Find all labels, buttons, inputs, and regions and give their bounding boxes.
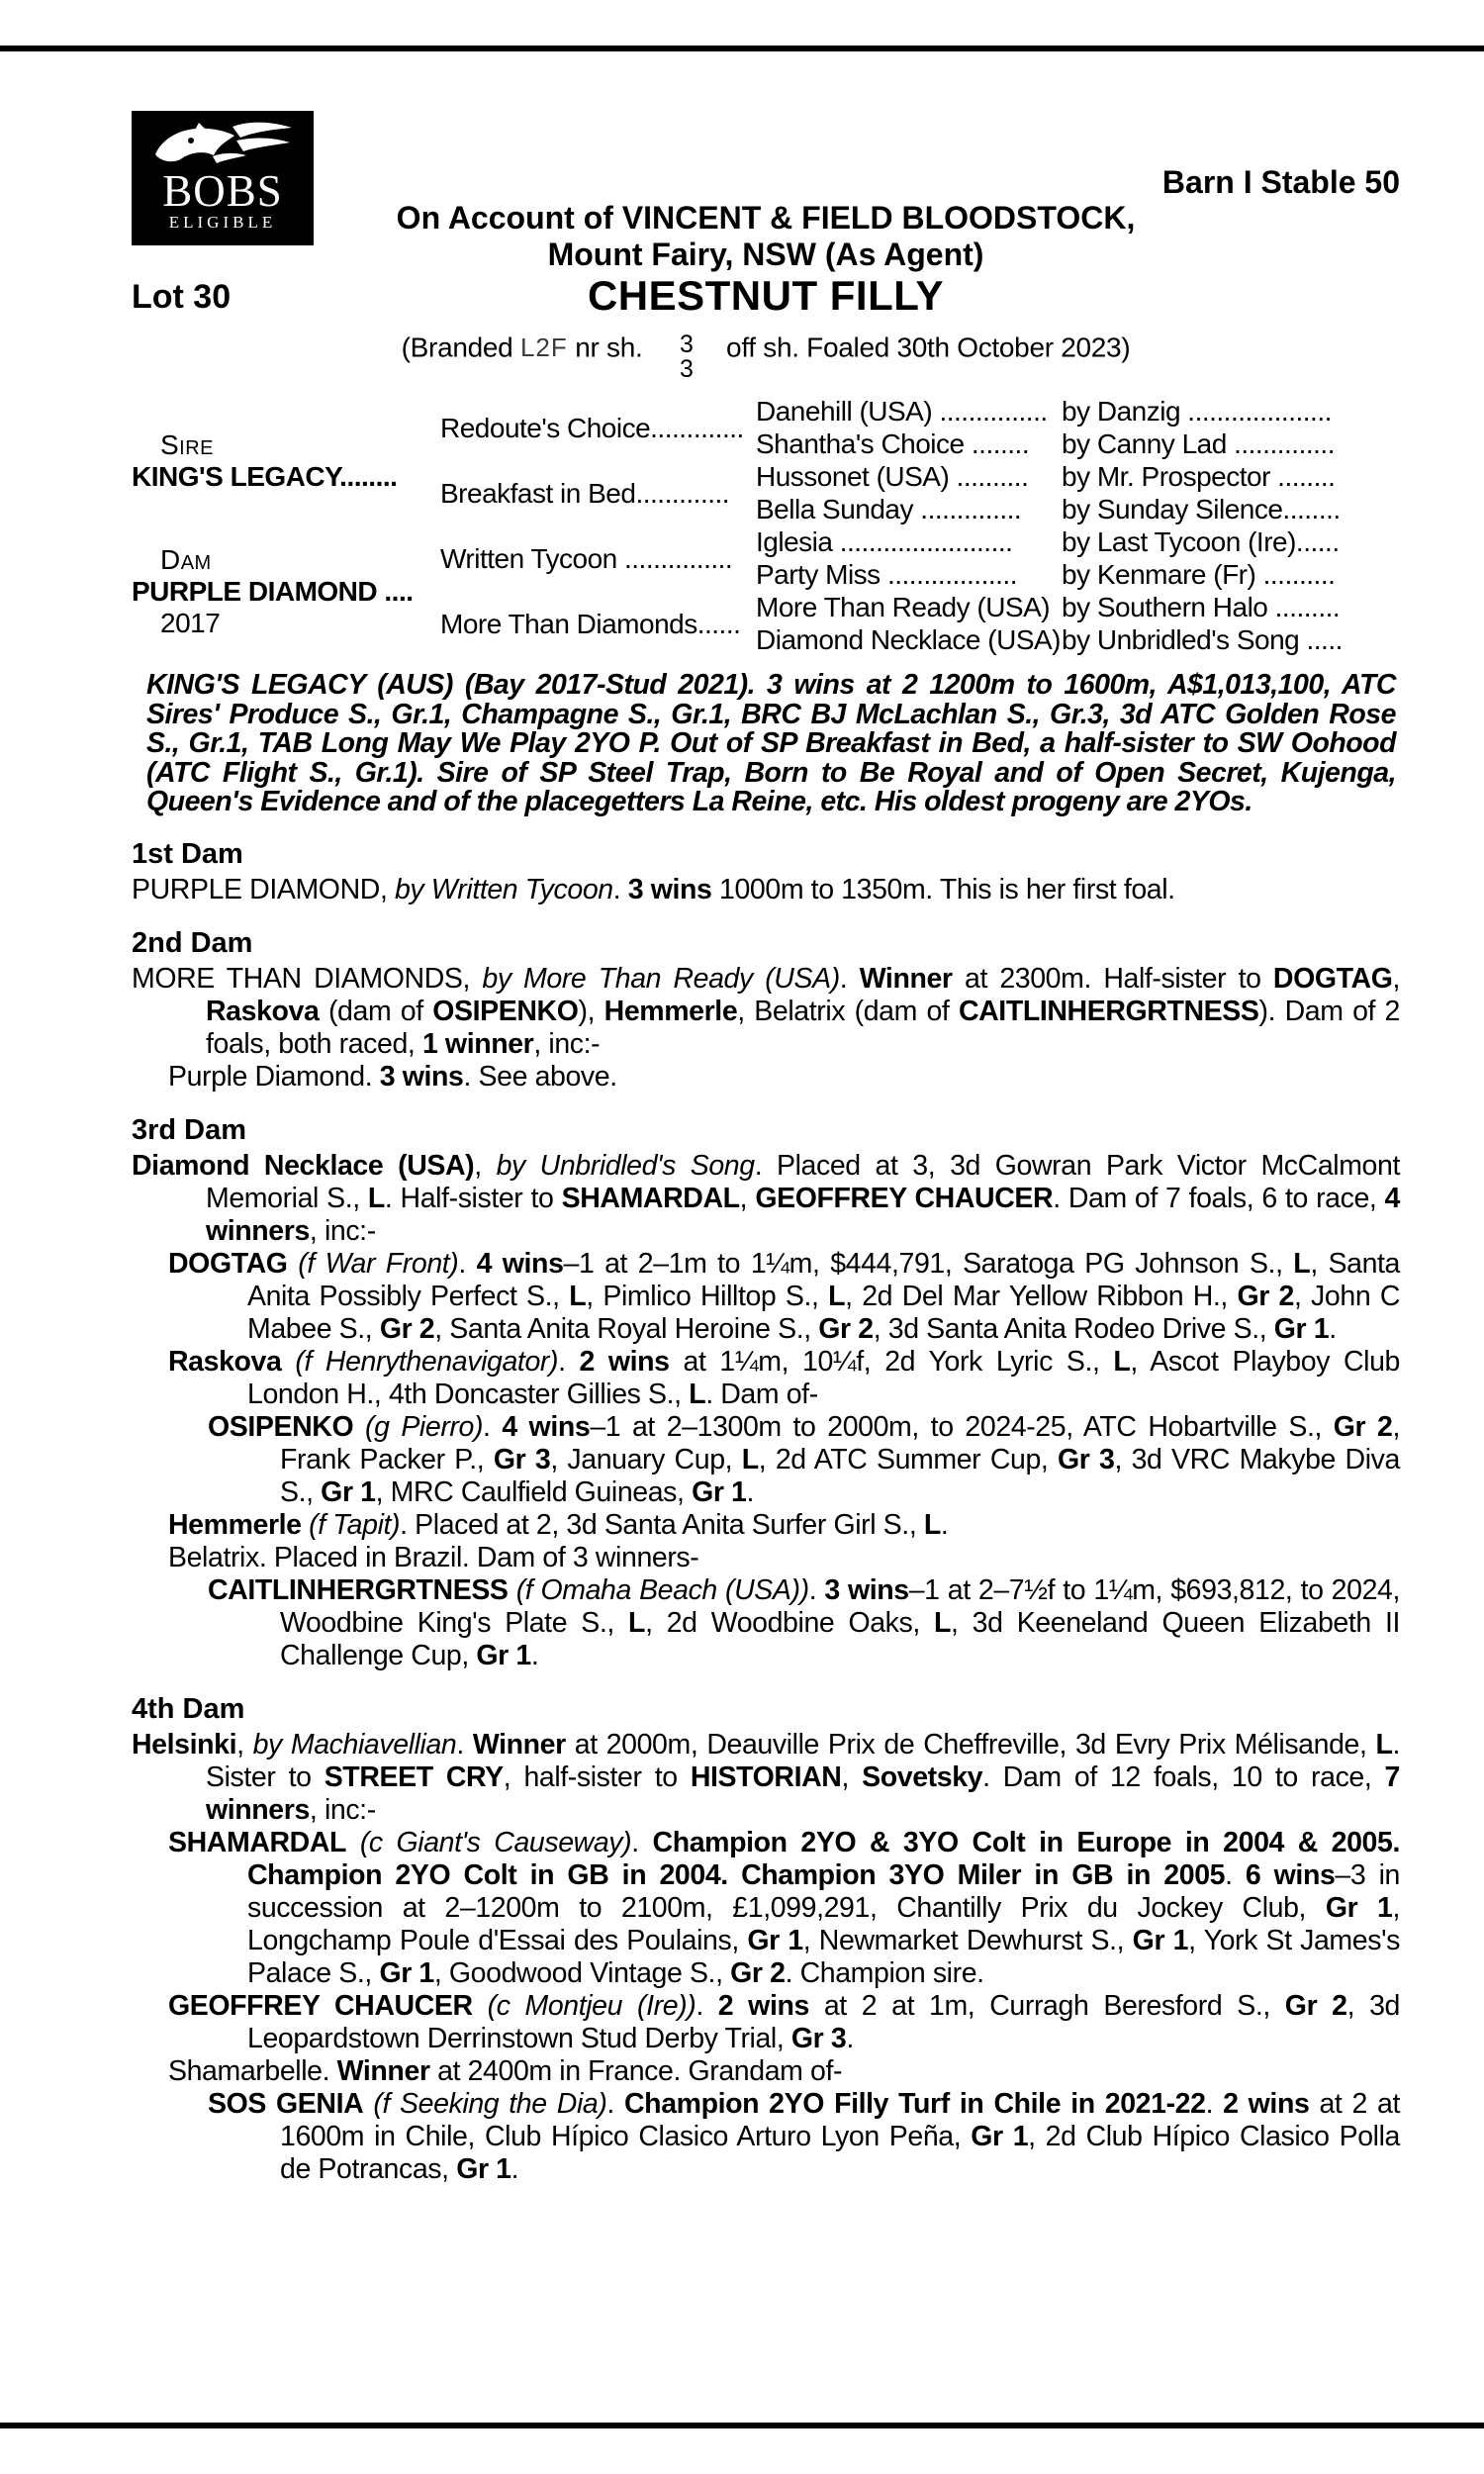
grandparent-name: Bella Sunday .............. — [756, 494, 1022, 524]
pedigree-grandparent-row — [756, 559, 1400, 592]
pedigree-grandparent-row — [756, 461, 1400, 494]
pedigree-entry: GEOFFREY CHAUCER (c Montjeu (Ire)). 2 wins at 2 at 1m, Curragh Beresford S., Gr 2, 3d Leopardstown Derrinstown Stud Derby Trial, Gr 3. — [168, 1989, 1400, 2054]
pedigree-entry: Purple Diamond. 3 wins. See above. — [168, 1060, 617, 1093]
pedigree-parent-cell: Breakfast in Bed............. — [440, 478, 730, 509]
pedigree-entry: Helsinki, by Machiavellian. Winner at 2000m, Deauville Prix de Cheffreville, 3d Evry Prix Mélisande, L. Sister to STREET CRY, half-sister to HISTORIAN, Sovetsky. Dam of 12 foals, 10 to race, 7 winners, inc:- — [132, 1728, 1400, 1826]
grandparent-sire: by Sunday Silence........ — [1062, 494, 1341, 524]
pedigree-entry: Raskova (f Henrythenavigator). 2 wins at 1¼m, 10¼f, 2d York Lyric S., L, Ascot Playboy Club London H., 4th Doncaster Gillies S., L. Dam of- — [168, 1345, 1400, 1410]
branded-suffix: off sh. Foaled 30th October 2023) — [726, 332, 1131, 363]
pedigree-entry: Belatrix. Placed in Brazil. Dam of 3 winners- — [168, 1541, 699, 1573]
brand-number-bottom: 3 — [679, 355, 694, 383]
dam-foaling-year: 2017 — [160, 608, 221, 638]
pedigree-grandparent-row — [756, 526, 1400, 559]
section-heading: 3rd Dam — [132, 1113, 247, 1146]
pedigree-grandparent-row — [756, 592, 1400, 624]
grandparent-sire: by Southern Halo ......... — [1062, 592, 1341, 622]
branded-prefix: (Branded — [401, 332, 513, 363]
pedigree-entry: PURPLE DIAMOND, by Written Tycoon. 3 wins 1000m to 1350m. This is her first foal. — [132, 873, 1175, 905]
pedigree-parent-cell: Redoute's Choice............. — [440, 413, 744, 443]
sire-block — [132, 396, 440, 526]
pedigree-entry: Diamond Necklace (USA), by Unbridled's Song. Placed at 3, 3d Gowran Park Victor McCalmont Memorial S., L. Half-sister to SHAMARDAL, GEOFFREY CHAUCER. Dam of 7 foals, 6 to race, 4 winners, inc:- — [132, 1149, 1400, 1247]
branded-near-shoulder: nr sh. — [575, 332, 643, 363]
pedigree-grandparents — [756, 396, 1400, 657]
barn-stable-label: Barn I Stable 50 — [1161, 164, 1400, 200]
grandparent-name: Iglesia ........................ — [756, 526, 1013, 557]
grandparent-name: More Than Ready (USA) — [756, 592, 1051, 622]
grandparent-sire: by Mr. Prospector ........ — [1062, 461, 1336, 492]
lot-number: Lot 30 — [132, 278, 232, 316]
dam-name: PURPLE DIAMOND .... — [132, 576, 414, 607]
grandparent-sire: by Last Tycoon (Ire)...... — [1062, 526, 1340, 557]
pedigree-grandparent-row — [756, 428, 1400, 461]
sire-generation-label: Sire — [160, 429, 215, 460]
dam-generation-label: Dam — [160, 544, 212, 575]
grandparent-name: Party Miss .................. — [756, 559, 1017, 590]
vendor-account-line: On Account of VINCENT & FIELD BLOODSTOCK, — [396, 200, 1136, 236]
grandparent-name: Danehill (USA) ............... — [756, 396, 1048, 427]
brand-number-fraction — [680, 333, 694, 382]
grandparent-name: Shantha's Choice ........ — [756, 428, 1030, 459]
grandparent-sire: by Kenmare (Fr) .......... — [1062, 559, 1336, 590]
logo-text-eligible: ELIGIBLE — [168, 213, 277, 232]
pedigree-entry: SOS GENIA (f Seeking the Dia). Champion 2YO Filly Turf in Chile in 2021-22. 2 wins at 2 at 1600m in Chile, Club Hípico Clasico Arturo Lyon Peña, Gr 1, 2d Club Hípico Clasico Polla de Potrancas, Gr 1. — [208, 2087, 1400, 2185]
bottom-rule — [0, 2423, 1484, 2428]
grandparent-sire: by Danzig .................... — [1062, 396, 1332, 427]
brand-number-top: 3 — [679, 331, 694, 358]
sire-name: KING'S LEGACY........ — [132, 461, 398, 492]
vendor-location-line: Mount Fairy, NSW (As Agent) — [547, 237, 984, 272]
pedigree-table — [132, 396, 1400, 657]
brand-code: L2F — [519, 333, 568, 363]
brand-foaling-line — [132, 325, 1400, 383]
logo-text-bobs: BOBS — [162, 166, 283, 216]
grandparent-sire: by Unbridled's Song ..... — [1062, 624, 1343, 655]
pedigree-labels-column — [132, 396, 440, 657]
pedigree-entry: CAITLINHERGRTNESS (f Omaha Beach (USA)). 3 wins–1 at 2–7½f to 1¼m, $693,812, to 2024, Woodbine King's Plate S., L, 2d Woodbine Oaks, L, 3d Keeneland Queen Elizabeth II Challenge Cup, Gr 1. — [208, 1573, 1401, 1671]
pedigree-entry: MORE THAN DIAMONDS, by More Than Ready (USA). Winner at 2300m. Half-sister to DOGTAG, Raskova (dam of OSIPENKO), Hemmerle, Belatrix (dam of CAITLINHERGRTNESS). Dam of 2 foals, both raced, 1 winner, inc:- — [132, 962, 1400, 1060]
pedigree-parent-cell: Written Tycoon ............... — [440, 543, 733, 574]
pedigree-parents — [440, 396, 756, 657]
pedigree-grandparent-row — [756, 396, 1400, 428]
section-heading: 4th Dam — [132, 1692, 245, 1725]
pedigree-details — [132, 838, 1400, 2186]
pedigree-entry: DOGTAG (f War Front). 4 wins–1 at 2–1m to 1¼m, $444,791, Saratoga PG Johnson S., L, Santa Anita Possibly Perfect S., L, Pimlico Hilltop S., L, 2d Del Mar Yellow Ribbon H., Gr 2, John C Mabee S., Gr 2, Santa Anita Royal Heroine S., Gr 2, 3d Santa Anita Rodeo Drive S., Gr 1. — [168, 1247, 1401, 1345]
pedigree-grandparent-row — [756, 494, 1400, 526]
grandparent-name: Hussonet (USA) .......... — [756, 461, 1029, 492]
pedigree-parent-cell: More Than Diamonds...... — [440, 609, 741, 639]
grandparent-name: Diamond Necklace (USA) — [756, 624, 1061, 655]
grandparent-sire: by Canny Lad .............. — [1062, 428, 1335, 459]
sire-summary-paragraph: KING'S LEGACY (AUS) (Bay 2017-Stud 2021). 3 wins at 2 1200m to 1600m, A$1,013,100, ATC Sires' Produce S., Gr.1, Champagne S., Gr.1, BRC BJ McLachlan S., Gr.3, 3d ATC Golden Rose S., Gr.1, TAB Long May We Play 2YO P. Out of SP Breakfast in Bed, a half-sister to SW Oohood (ATC Flight S., Gr.1). Sire of SP Steel Trap, Born to Be Royal and of Open Secret, Kujenga, Queen's Evidence and of the placegetters La Reine, etc. His oldest progeny are 2YOs. — [146, 669, 1396, 817]
pedigree-entry: Shamarbelle. Winner at 2400m in France. Grandam of- — [168, 2054, 843, 2087]
dam-block — [132, 526, 440, 657]
horse-title: CHESTNUT FILLY — [587, 272, 945, 319]
pedigree-entry: SHAMARDAL (c Giant's Causeway). Champion 2YO & 3YO Colt in Europe in 2004 & 2005. Champion 2YO Colt in GB in 2004. Champion 3YO Miler in GB in 2005. 6 wins–3 in succession at 2–1200m to 2100m, £1,099,291, Chantilly Prix du Jockey Club, Gr 1, Longchamp Poule d'Essai des Poulains, Gr 1, Newmarket Dewhurst S., Gr 1, York St James's Palace S., Gr 1, Goodwood Vintage S., Gr 2. Champion sire. — [168, 1826, 1400, 1989]
horse-head-icon — [147, 119, 298, 170]
section-heading: 1st Dam — [132, 837, 243, 870]
pedigree-entry: Hemmerle (f Tapit). Placed at 2, 3d Santa Anita Surfer Girl S., L. — [168, 1508, 949, 1541]
section-heading: 2nd Dam — [132, 926, 253, 959]
pedigree-grandparent-row — [756, 624, 1400, 657]
pedigree-entry: OSIPENKO (g Pierro). 4 wins–1 at 2–1300m to 2000m, to 2024-25, ATC Hobartville S., Gr 2, Frank Packer P., Gr 3, January Cup, L, 2d ATC Summer Cup, Gr 3, 3d VRC Makybe Diva S., Gr 1, MRC Caulfield Guineas, Gr 1. — [208, 1410, 1400, 1508]
page-content — [132, 51, 1400, 2186]
